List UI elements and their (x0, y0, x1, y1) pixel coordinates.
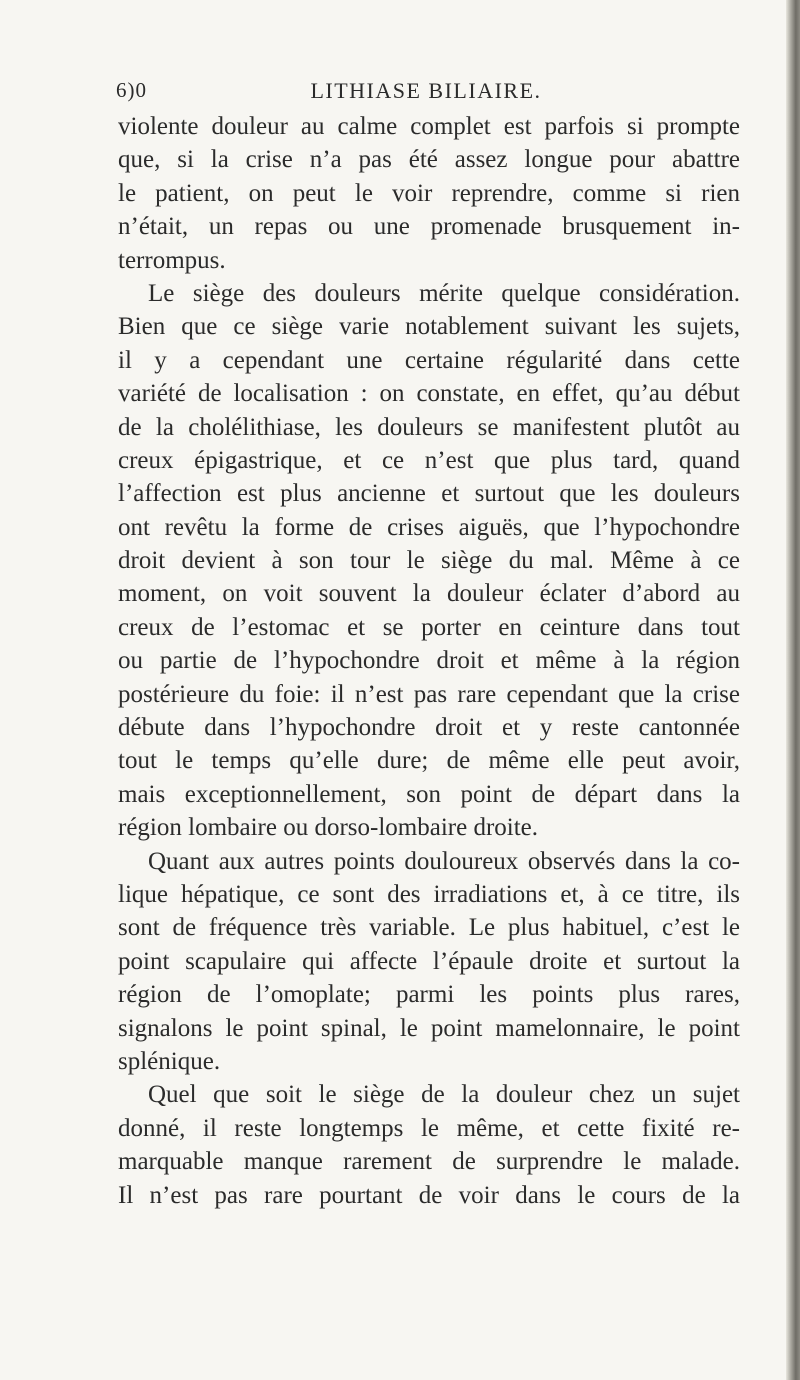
text-line: droit devient à son tour le siège du mal. Même à ce (118, 547, 740, 575)
text-line: que, si la crise n’a pas été assez longue pour abattre (118, 146, 740, 174)
text-line: splénique. (118, 1047, 221, 1075)
text-line: il y a cependant une certaine régularité dans cette (118, 346, 740, 374)
text-line: Quel que soit le siège de la douleur chez un sujet (148, 1081, 740, 1109)
text-line: sont de fréquence très variable. Le plus habituel, c’est le (118, 914, 740, 942)
text-line: lique hépatique, ce sont des irradiations et, à ce titre, ils (118, 880, 740, 908)
text-line: région lombaire ou dorso-lombaire droite. (118, 814, 539, 842)
text-line: tout le temps qu’elle dure; de même elle peut avoir, (118, 747, 740, 775)
page-number: 6)0 (116, 78, 147, 102)
text-line: point scapulaire qui affecte l’épaule droite et surtout la (118, 947, 740, 975)
text-line: moment, on voit souvent la douleur éclater d’abord au (118, 580, 740, 608)
body-text (118, 110, 740, 1212)
text-line: postérieure du foie: il n’est pas rare cependant que la crise (118, 680, 740, 708)
text-line: Il n’est pas rare pourtant de voir dans le cours de la (118, 1181, 740, 1209)
text-line: le patient, on peut le voir reprendre, comme si rien (118, 179, 740, 207)
text-line: débute dans l’hypochondre droit et y reste cantonnée (118, 714, 740, 742)
text-line: terrompus. (118, 246, 226, 274)
text-line: donné, il reste longtemps le même, et cette fixité re- (118, 1114, 740, 1142)
text-line: de la cholélithiase, les douleurs se manifestent plutôt au (118, 413, 740, 441)
text-line: mais exceptionnellement, son point de départ dans la (118, 780, 740, 808)
text-line: variété de localisation : on constate, en effet, qu’au début (118, 380, 740, 408)
text-line: l’affection est plus ancienne et surtout que les douleurs (118, 480, 740, 508)
running-title: LITHIASE BILIAIRE. (310, 78, 542, 103)
text-line: signalons le point spinal, le point mamelonnaire, le point (118, 1014, 740, 1042)
text-line: creux épigastrique, et ce n’est que plus tard, quand (118, 446, 740, 474)
text-line: Quant aux autres points douloureux observés dans la co- (148, 847, 740, 875)
text-line: Le siège des douleurs mérite quelque considération. (148, 279, 740, 307)
page-edge-shadow (786, 0, 800, 1380)
text-line: n’était, un repas ou une promenade brusquement in- (118, 213, 740, 241)
text-line: marquable manque rarement de surprendre le malade. (118, 1148, 740, 1176)
text-line: région de l’omoplate; parmi les points plus rares, (118, 981, 740, 1009)
text-line: ont revêtu la forme de crises aiguës, que l’hypochondre (118, 513, 740, 541)
page-header (116, 78, 736, 112)
text-line: creux de l’estomac et se porter en ceinture dans tout (118, 613, 740, 641)
text-line: ou partie de l’hypochondre droit et même à la région (118, 647, 740, 675)
text-line: Bien que ce siège varie notablement suivant les sujets, (118, 313, 740, 341)
text-line: violente douleur au calme complet est parfois si prompte (118, 113, 740, 140)
